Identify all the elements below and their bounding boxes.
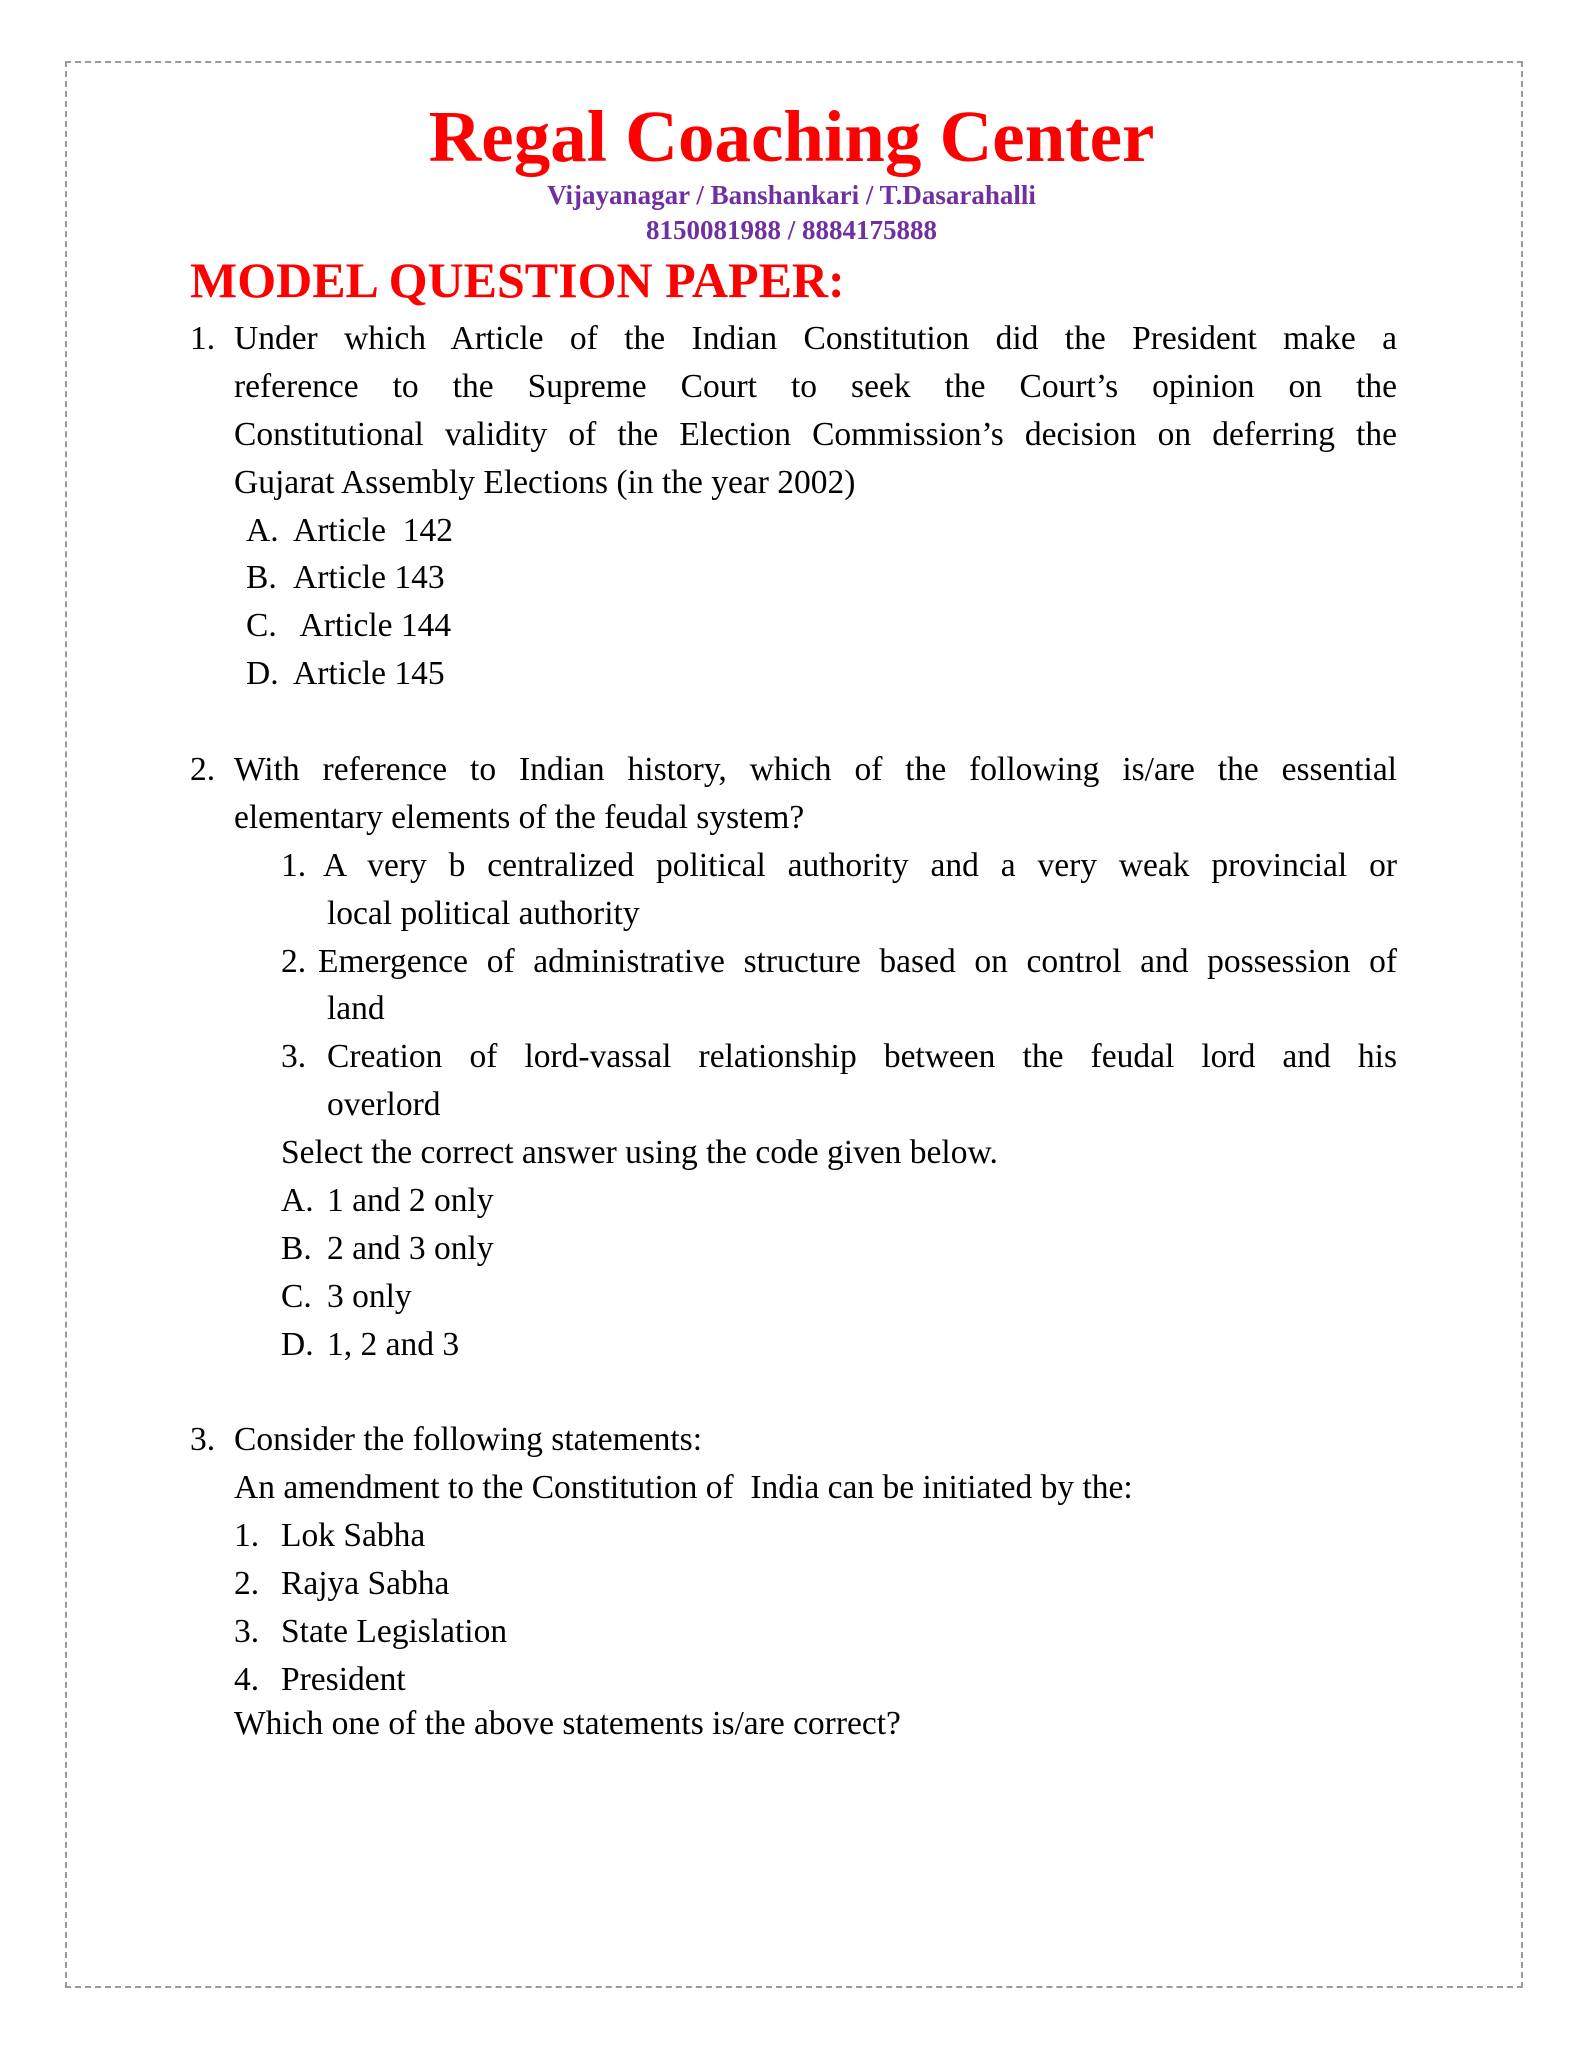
statement-text: local political authority [327,894,640,932]
institute-locations: Vijayanagar / Banshankari / T.Dasarahalli [547,180,1036,210]
question-1 [0,315,1583,363]
question-number: 1. [190,320,216,357]
option-label: B. [246,559,277,597]
question-text: reference to the Supreme Court to seek the Court’s opinion on the [234,367,1397,405]
paper-heading: MODEL QUESTION PAPER: [190,252,845,308]
statement [0,1560,1583,1608]
statement [0,1033,1583,1081]
question-text: An amendment to the Constitution of India can be initiated by the: [234,1469,1133,1507]
option-text: 1 and 2 only [327,1182,494,1220]
statement-text: Emergence of administrative structure based on control and possession of [318,942,1397,980]
question-3 [0,1416,1583,1464]
statement-text: Rajya Sabha [281,1565,450,1603]
statement [0,842,1583,890]
statement [0,1608,1583,1656]
option-text: 3 only [327,1277,412,1315]
option-text: 2 and 3 only [327,1229,494,1267]
option [0,1177,1583,1225]
option [0,507,1583,555]
instruction-text: Select the correct answer using the code given below. [281,1134,998,1172]
option-label: B. [281,1229,312,1267]
option-text: Article 143 [293,559,445,597]
statement-text: Creation of lord-vassal relationship between the feudal lord and his [327,1038,1397,1076]
option-label: A. [281,1182,314,1220]
option-text: Article 145 [293,655,445,693]
option [0,1321,1583,1369]
question-number: 3. [190,1421,216,1459]
statement-label: 1. [234,1517,260,1555]
statement [0,1512,1583,1560]
statement-label: 2. [234,1565,260,1603]
statement-text: A very b centralized political authority and a very weak provincial or [323,846,1397,884]
question-text: Under which Article of the Indian Constitution did the President make a [234,320,1397,357]
option [0,650,1583,698]
option [0,1225,1583,1273]
question-text: With reference to Indian history, which of the following is/are the essential [234,751,1397,789]
statement-label: 3. [234,1613,260,1651]
institute-title: Regal Coaching Center [428,96,1155,177]
option-label: C. [281,1277,312,1315]
statement-text: Lok Sabha [281,1517,426,1555]
option-label: D. [246,655,279,693]
question-text: Consider the following statements: [234,1421,703,1459]
option [0,1273,1583,1321]
statement-text: land [327,990,385,1028]
question-prompt: Which one of the above statements is/are correct? [234,1704,901,1742]
option-text: 1, 2 and 3 [327,1325,460,1363]
statement-text: President [281,1660,406,1698]
option-text: Article 144 [293,607,452,645]
question-text: Constitutional validity of the Election Commission’s decision on deferring the [234,415,1397,453]
statement-text: overlord [327,1086,441,1124]
questions [0,315,1583,1752]
statement [0,1656,1583,1704]
option-text: Article 142 [293,511,454,549]
statement-label: 4. [234,1660,260,1698]
option-label: C. [246,607,277,645]
statement-label: 3. [281,1038,307,1076]
option-label: A. [246,511,279,549]
option-label: D. [281,1325,314,1363]
statement-text: State Legislation [281,1613,508,1651]
statement-label: 1. [281,846,307,884]
question-text: elementary elements of the feudal system? [234,798,805,836]
option [0,602,1583,650]
option [0,554,1583,602]
statement-label: 2. [281,942,307,980]
question-text: Gujarat Assembly Elections (in the year 2002) [234,463,856,501]
institute-phones: 8150081988 / 8884175888 [645,215,937,245]
question-2 [0,746,1583,794]
statement [0,938,1583,986]
question-number: 2. [190,751,216,789]
